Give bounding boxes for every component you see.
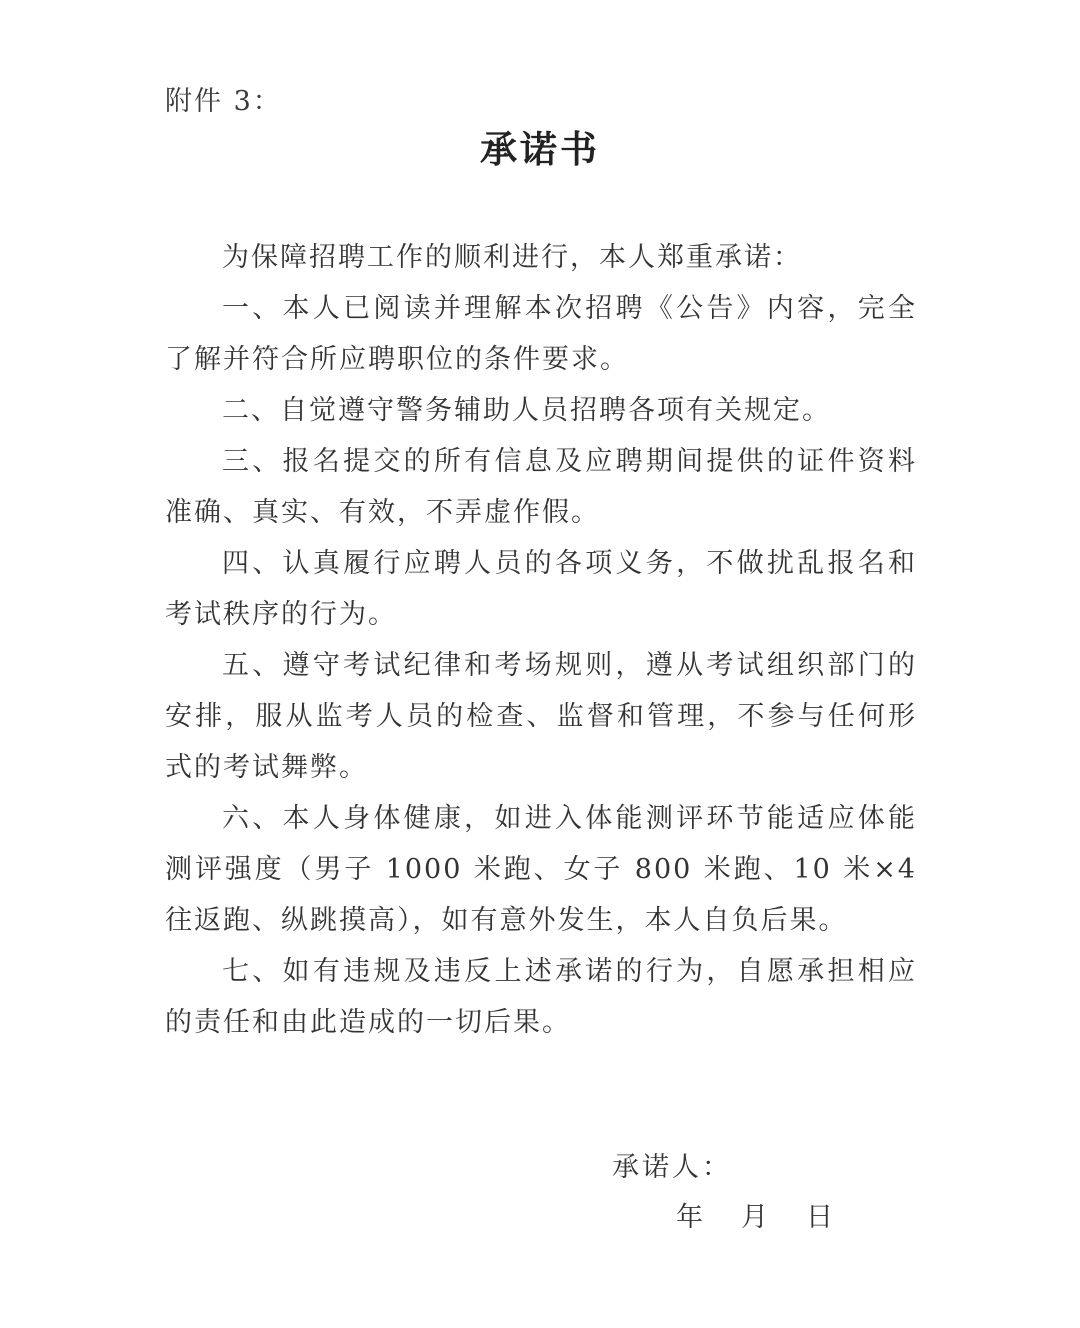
- date-day-label: 日: [806, 1202, 833, 1233]
- date-month-label: 月: [741, 1202, 768, 1233]
- intro-paragraph: 为保障招聘工作的顺利进行，本人郑重承诺：: [222, 242, 802, 273]
- commitment-item-2: 二、自觉遵守警务辅助人员招聘各项有关规定。: [222, 395, 831, 426]
- commitment-item-4: 四、认真履行应聘人员的各项义务，不做扰乱报名和考试秩序的行为。: [165, 548, 917, 630]
- attachment-label: 附件 3：: [165, 86, 282, 117]
- page-title: 承诺书: [480, 127, 600, 171]
- date-line: [676, 1198, 833, 1238]
- commitment-item-5: 五、遵守考试纪律和考场规则，遵从考试组织部门的安排，服从监考人员的检查、监督和管理，不参与任何形式的考试舞弊。: [165, 650, 917, 783]
- signature-label: 承诺人：: [612, 1152, 732, 1183]
- commitment-item-6: 六、本人身体健康，如进入体能测评环节能适应体能测评强度（男子 1000 米跑、女子 800 米跑、10 米×4 往返跑、纵跳摸高），如有意外发生，本人自负后果。: [165, 803, 917, 936]
- commitment-item-1: 一、本人已阅读并理解本次招聘《公告》内容，完全了解并符合所应聘职位的条件要求。: [165, 293, 917, 375]
- date-year-label: 年: [676, 1202, 703, 1233]
- commitment-body: [165, 232, 917, 1048]
- commitment-item-7: 七、如有违规及违反上述承诺的行为，自愿承担相应的责任和由此造成的一切后果。: [165, 956, 917, 1038]
- commitment-item-3: 三、报名提交的所有信息及应聘期间提供的证件资料准确、真实、有效，不弄虚作假。: [165, 446, 917, 528]
